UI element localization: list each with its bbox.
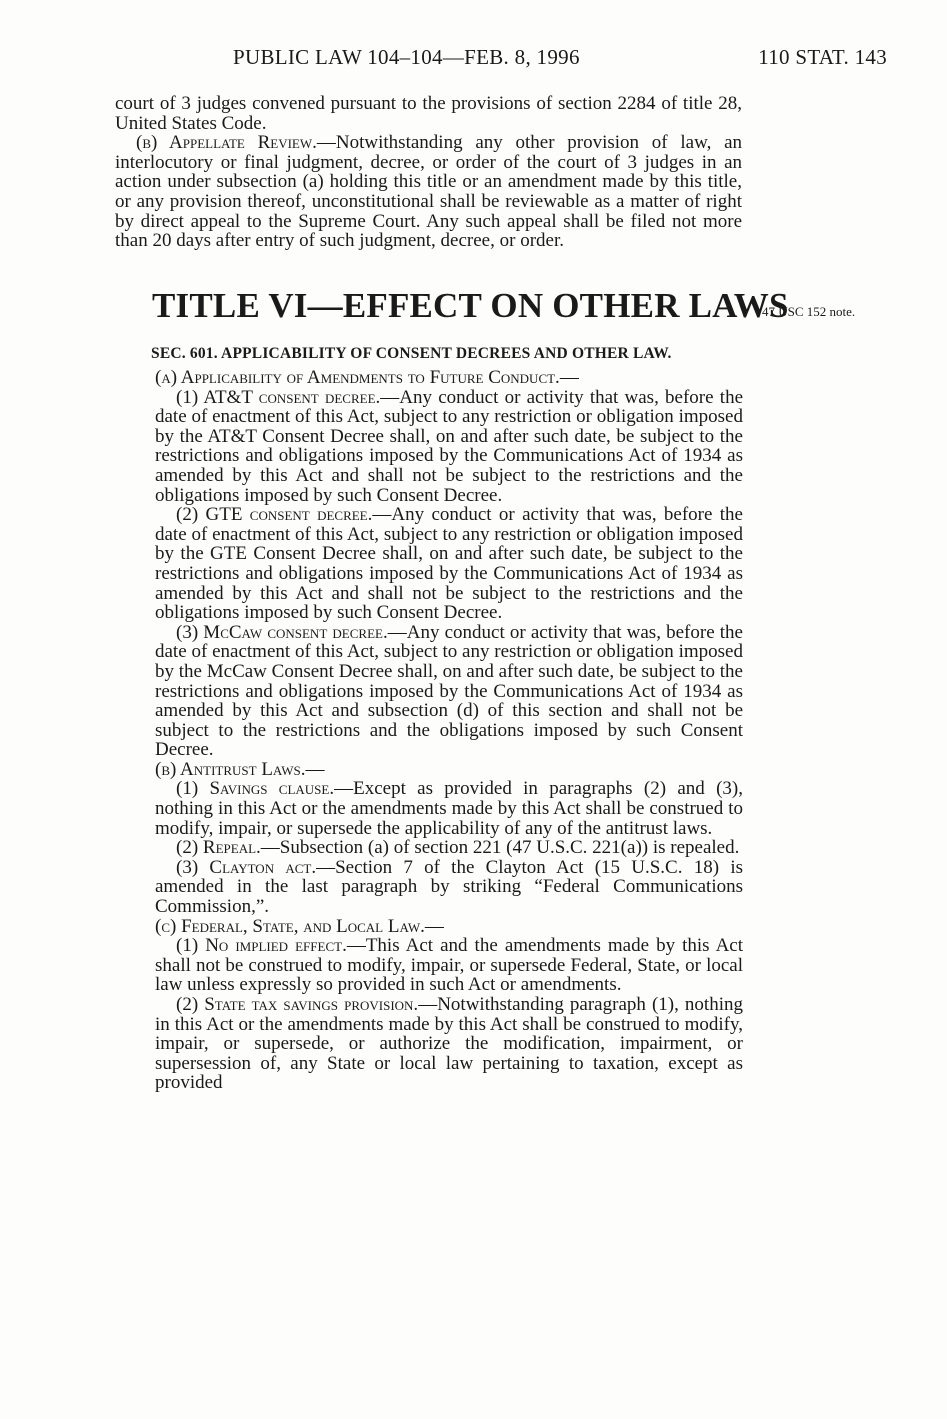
paragraph-b3	[155, 858, 743, 917]
paragraph-a2	[155, 505, 743, 623]
paragraph-label: (2) GTE consent decree.	[176, 504, 373, 526]
paragraph-text: court of 3 judges convened pursuant to the provisions of section 2284 of title 28, United States Code.	[115, 93, 742, 134]
subsection-label: (c) Federal, State, and Local Law.	[155, 915, 425, 937]
subsection-a	[155, 368, 743, 388]
paragraph-label: (1) Savings clause.	[176, 778, 335, 800]
subsection-b	[155, 760, 743, 780]
paragraph-text: —This Act and the amendments made by this Act shall not be construed to modify, impair, or supersede Federal, State, or local law unless expressly so provided in such Act or amendments.	[155, 935, 744, 996]
title-heading: TITLE VI—EFFECT ON OTHER LAWS	[152, 286, 789, 325]
paragraph-appellate-review	[115, 133, 742, 251]
subsection-c	[155, 917, 743, 937]
paragraph-text: —Subsection (a) of section 221 (47 U.S.C. 221(a)) is repealed.	[260, 837, 740, 859]
subsection-label: (b) Antitrust Laws.	[155, 758, 306, 780]
margin-note: 47 USC 152 note.	[762, 304, 856, 319]
paragraph-label: (3) Clayton act.	[176, 856, 317, 878]
paragraph-text: —Any conduct or activity that was, before the date of enactment of this Act, subject to any restriction or obligation imposed by the McCaw Consent Decree shall, on and after such date, be subject to the restrictions and obligations imposed by the Communications Act of 1934 as amended by this Act and subsection (d) of this section and shall not be subject to the restrictions and the obligations imposed by such Consent Decree.	[155, 621, 743, 761]
paragraph-c2	[155, 995, 743, 1093]
dash: —	[305, 758, 325, 780]
paragraph-text: —Notwithstanding any other provision of law, an interlocutory or final judgment, decree, or order of the court of 3 judges in an action under subsection (a) holding this title or an amendment made by this title, or any provision thereof, unconstitutional shall be reviewable as a matter of right by direct appeal to the Supreme Court. Any such appeal shall be filed not more than 20 days after entry of such judgment, decree, or order.	[115, 132, 743, 252]
section-body	[155, 368, 743, 1093]
subsection-label: (b) Appellate Review.	[136, 132, 317, 154]
statute-page-number: 110 STAT. 143	[758, 45, 887, 69]
dash: —	[424, 915, 444, 937]
paragraph-continued	[115, 94, 742, 133]
running-head: PUBLIC LAW 104–104—FEB. 8, 1996	[233, 45, 580, 69]
subsection-label: (a) Applicability of Amendments to Future Conduct.	[155, 367, 560, 388]
section-heading: SEC. 601. APPLICABILITY OF CONSENT DECREES AND OTHER LAW.	[151, 345, 672, 362]
continued-text-block	[115, 94, 742, 251]
paragraph-label: (1) AT&T consent decree.	[176, 386, 381, 408]
paragraph-label: (2) Repeal.	[176, 837, 261, 859]
paragraph-a1	[155, 388, 743, 506]
paragraph-text: —Any conduct or activity that was, before the date of enactment of this Act, subject to any restriction or obligation imposed by the AT&T Consent Decree shall, on and after such date, be subject to the restrictions and obligations imposed by the Communications Act of 1934 as amended by this Act and shall not be subject to the restrictions and the obligations imposed by such Consent Decree.	[155, 386, 743, 506]
paragraph-b2	[155, 838, 743, 858]
paragraph-text: —Notwithstanding paragraph (1), nothing in this Act or the amendments made by this Act shall be construed to modify, impair, or supersede, or authorize the modification, impairment, or supersession of, any State or local law pertaining to taxation, except as provided	[155, 994, 743, 1094]
paragraph-c1	[155, 936, 743, 995]
paragraph-text: —Section 7 of the Clayton Act (15 U.S.C. 18) is amended in the last paragraph by striking “Federal Communications Commission,”.	[155, 856, 743, 918]
paragraph-label: (2) State tax savings provision.	[176, 994, 419, 1015]
paragraph-b1	[155, 779, 743, 838]
paragraph-text: —Any conduct or activity that was, before the date of enactment of this Act, subject to any restriction or obligation imposed by the GTE Consent Decree shall, on and after such date, be subject to the restrictions and obligations imposed by the Communications Act of 1934 as amended by this Act and shall not be subject to the restrictions and the obligations imposed by such Consent Decree.	[155, 504, 743, 624]
paragraph-label: (1) No implied effect.	[176, 935, 347, 957]
paragraph-a3	[155, 623, 743, 760]
dash: —	[559, 367, 579, 388]
paragraph-label: (3) McCaw consent decree.	[176, 621, 388, 643]
paragraph-text: —Except as provided in paragraphs (2) and (3), nothing in this Act or the amendments made by this Act shall be construed to modify, impair, or supersede the applicability of any of the antitrust laws.	[155, 778, 743, 839]
